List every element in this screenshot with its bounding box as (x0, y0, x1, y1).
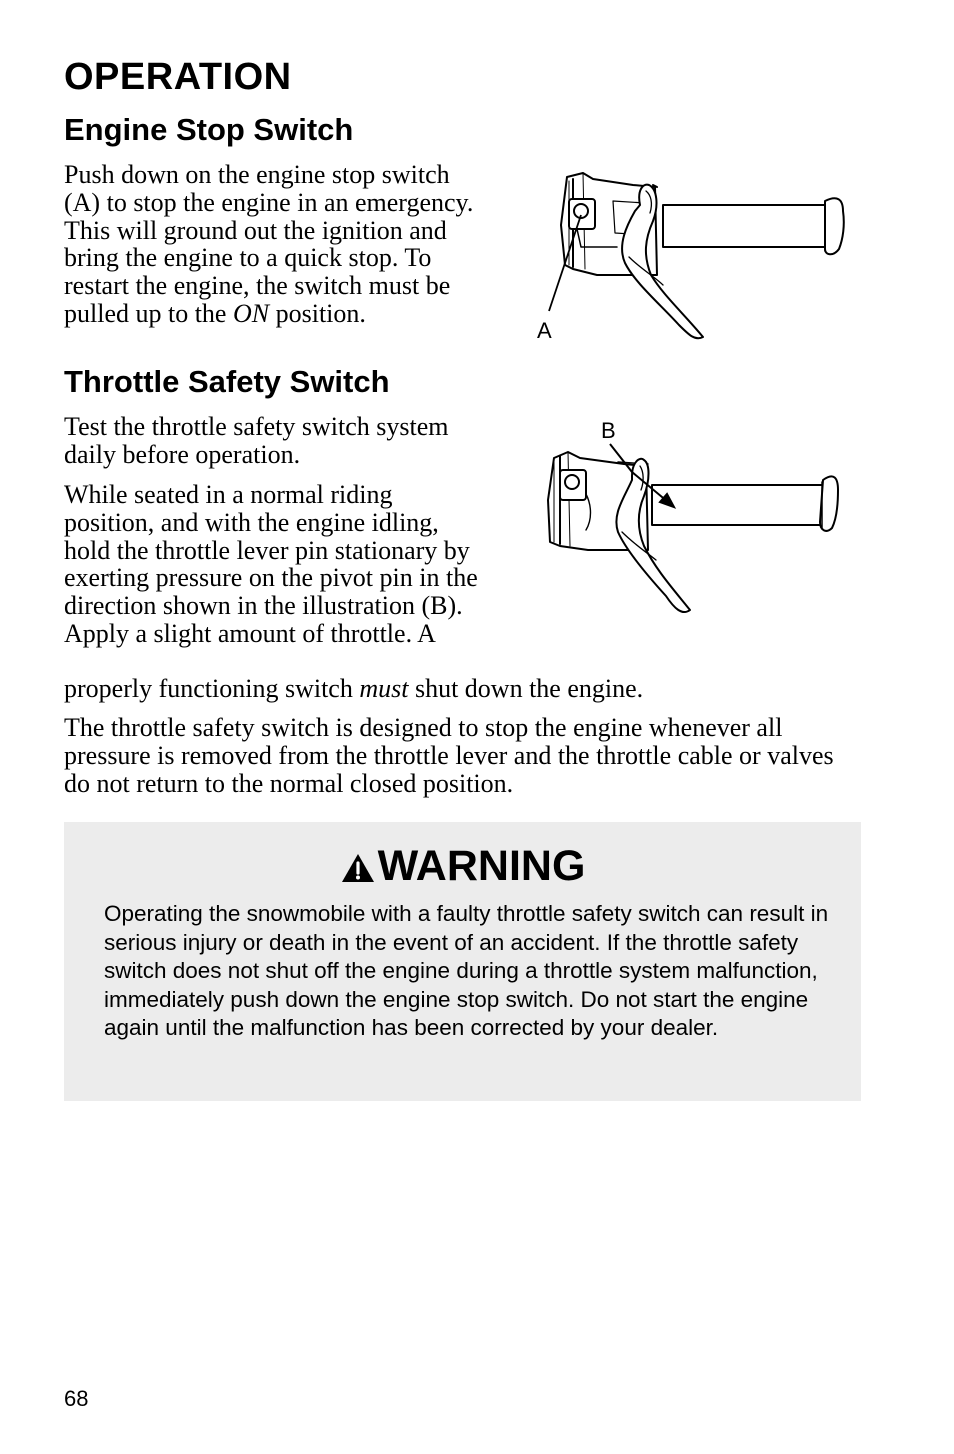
callout-a-leader-line (525, 165, 855, 345)
callout-b-arrow (540, 410, 850, 625)
page-number: 68 (64, 1386, 89, 1411)
engine-stop-paragraph (64, 161, 484, 328)
section-title: OPERATION (64, 56, 292, 98)
callout-b-label: B (601, 418, 616, 443)
warning-heading (64, 842, 861, 891)
warning-box (64, 822, 861, 1101)
engine-stop-heading: Engine Stop Switch (64, 112, 354, 147)
throttle-test-paragraph: Test the throttle safety switch system daily before operation. (64, 412, 449, 469)
throttle-procedure-paragraph: While seated in a normal riding position, and with the engine idling, hold the throttle lever pin stationary by exerting pressure on the pivot pin in the direction shown in the illustration (B). Apply a slight amount of throttle. A (64, 480, 478, 648)
throttle-procedure-text-2: shut down the engine. (408, 674, 644, 703)
engine-stop-text-2: position. (269, 298, 366, 328)
throttle-procedure-text-1: properly functioning switch (64, 674, 360, 703)
throttle-procedure-must-term: must (359, 674, 409, 703)
throttle-design-paragraph: The throttle safety switch is designed to stop the engine whenever all pressure is removed from the throttle lever and the throttle cable or valves do not return to the normal closed position. (64, 713, 834, 798)
engine-stop-text-1: Push down on the engine stop switch (A) to stop the engine in an emergency. This will ground out the ignition and bring the engine to a quick stop. To restart the engine, the switch must be pulled up to the (64, 160, 474, 328)
throttle-procedure-paragraph-end (64, 675, 864, 703)
engine-stop-on-term: ON (232, 298, 270, 328)
callout-a-label: A (537, 318, 552, 343)
warning-triangle-icon (340, 852, 376, 884)
warning-text: Operating the snowmobile with a faulty throttle safety switch can result in serious injury or death in the event of an accident. If the throttle safety switch does not shut off the engine during a throttle system malfunction, immediately push down the engine stop switch. Do not start the engine again until the malfunction has been corrected by your dealer. (104, 901, 829, 1041)
throttle-safety-heading: Throttle Safety Switch (64, 364, 390, 399)
warning-title: WARNING (377, 842, 586, 890)
